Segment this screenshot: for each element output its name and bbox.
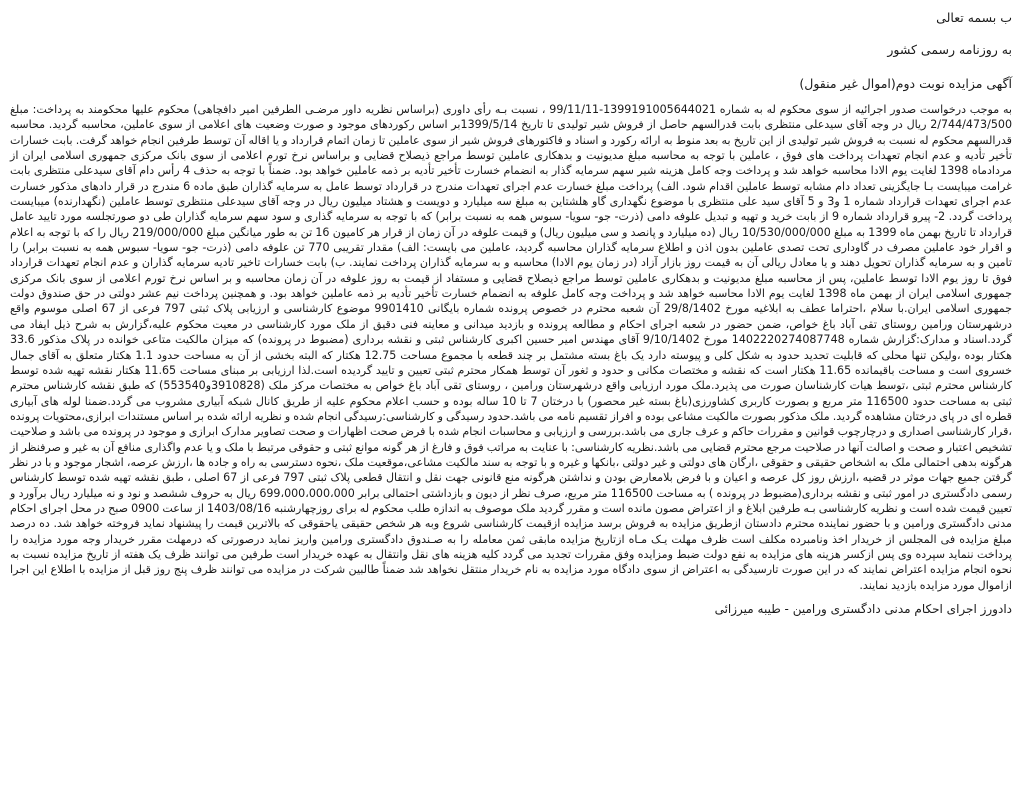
notice-title: آگهی مزایده نوبت دوم(اموال غیر منقول) [799,76,1012,91]
notice-body: به موجب درخواست صدور اجرائیه از سوی محکوم له به شماره 1399191005644021-99/11/11 ، نسبت بـه رأی داوری (براساس نظریه داور مرضـی الطرفین امیر دافچاهی) محکوم علیها محکومند به پرداخت: مبلغ 2/744/473/500 ریال در وجه آقای سیدعلی منتظری بابت قدرالسهم حاصل از فروش شیر تولیدی تا تاریخ 1399/5/14بر اساس رکوردهای موجود و صورت وضعیت های اعلامی از سوی عاملین، محاسبه گردید. محاسبه قدرالسهم محکوم له نسبت به فروش شیر تولیدی از این تاریخ به بعد منوط به ارائه رکورد و اسناد و فاکتورهای فروش شیر از سوی عاملین تا زمان اتمام قرارداد و یا اقاله آن توسط طرفین انجام خواهد گرفت. بابت خسارات تأخیر تأدیه و عدم انجام تعهدات پرداخت های فوق ، عاملین با توجه به محاسبه مبلغ مدیونیت و بدهکاری عاملین توسط مراجع ذیصلاح قضایی و براساس نرخ تورم اعلامی از سوی بانک مرکزی جمهوری اسلامی ایران از مردادماه 1398 لغایت یوم الادا محاسبه خواهد شد و پرداخت وجه کامل هزینه شیر سهم سرمایه گذار به انضمام خسارت تأخیر تأدیه بر ذمه عاملین خواهد بود. ضمناً با توجه به حذف 4 رأس دام آقای سیدعلی منتظری بابت غرامت میبایست بـا جایگزینی تعداد دام مشابه توسط عاملین اقدام شود. الف) پرداخت مبلغ خسارت عدم اجرای تعهدات مندرج در قرارداد توسط عامل به سرمایه گذاران طبق ماده 6 مندرج در قرار دادهای مذکور خسارت عدم اجرای تعهدات قرارداد شماره 1 و3 و 5 آقای سید علی منتظری با موضوع نگهداری گاو هلشتاین به مبلغ سه میلیارد و دویست و هشتاد میلیون ریال در وجه آقای سیدعلی منتظری توسط عاملین (نگهدارنده) میبایست پرداخت گردد. 2- پیرو قرارداد شماره 9 از بابت خرید و تهیه و تبدیل علوفه دامی (ذرت- جو- سویا- سبوس همه به نسبت برابر) که با توجه به سرمایه گذاری و سود سهم سرمایه گذاران طی دو صورتجلسه مورد تایید عامل قرارداد تا تاریخ بهمن ماه 1399 به مبلغ 10/530/000/000 ریال (ده میلیارد و پانصد و سی میلیون ریال) و قیمت علوفه در آن زمان از قرار هر کامیون 16 تن به طور میانگین مبلغ 219/000/000 ریال را که با توجه به اعلام و اقرار خود عاملین مصرف در گاوداری تحت تصدی عاملین بدون اذن و اطلاع سرمایه گذاران محاسبه گردید، عاملین می بایست: الف) مقدار تقریبی 770 تن علوفه دامی (ذرت- جو- سویا- سبوس همه به نسبت برابر) را تامین و به سرمایه گذاران تحویل دهند و یا معادل ریالی آن به قیمت روز بازار آزاد (در زمان یوم الادا) محاسبه و به سرمایه گذاران پرداخت نمایند. ب) بابت خسارات تاخیر تادیه سرمایه گذاران و عدم انجام تعهدات قرارداد فوق تا روز یوم الادا توسط عاملین، پس از محاسبه مبلغ مدیونیت و بدهکاری عاملین توسط مراجع ذیصلاح قضایی و مستفاد از قیمت به روز علوفه در آن زمان محاسبه و بر اساس نرخ تورم اعلامی از سوی بانک مرکزی جمهوری اسلامی ایران از بهمن ماه 1398 لغایت یوم الادا محاسبه خواهد شد و پرداخت وجه کامل علوفه به انضمام خسارت تأخیر تأدیه بر ذمه عاملین خواهد بود. و همچنین پرداخت نیم عشر دولتی در حق صندوق دولت جمهوری اسلامی ایران.با سلام ،احتراما عطف به ابلاغیه مورخ 29/8/1402 آن شعبه محترم در خصوص پرونده شماره بایگانی 9901410 موضوع کارشناسی و ارزیابی پلاک ثبتی 797 فرعی از 67 اصلی موسوم واقع درشهرستان ورامین روستای تقی آباد باغ خواص، ضمن حضور در شعبه اجرای احکام و مطالعه پرونده و بازدید میدانی و معاینه فنی دقیق از ملک مورد کارشناسی در معیت محکوم علیه،گزارش به شرح ذیل ایفاد می گردد.اسناد و مدارک:گزارش شماره 1402220274087748 مورخ 9/10/1402 آقای مهندس امیر حسین اکبری کارشناس ثبتی و نقشه برداری (مضبوط در پرونده) که میزان مالکیت متاعی خوانده در پلاک مذکور 33.6 هکتار بوده ،ولیکن تنها محلی که قابلیت تحدید حدود به شکل کلی و پیوسته دارد یک باغ بسته مشتمل بر چند قطعه با مجموع مساحت 12.75 هکتار که البته بخشی از آن به مساحت حدود 1.1 هکتار متعلق به آقای جمال خسروی است و مساحت باقیمانده 11.65 هکتار است که نقشه و مختصات مکانی و حدود و ثغور آن توسط همکار محترم ثبتی تعیین و تایید گردیده است.لذا ارزیابی بر مبنای مساحت 11.65 هکتار نقشه تهیه شده توسط کارشناس محترم ثبتی ،توسط هیات کارشناسان صورت می پذیرد.ملک مورد ارزیابی واقع درشهرستان ورامین ، روستای تقی آباد باغ خواص به مختصات مرکز ملک (3910828و553540) که طبق نقشه کارشناس محترم ثبتی به مساحت حدود 116500 متر مربع و بصورت کاربری کشاورزی(باغ بسته غیر محصور) با درختان 7 تا 10 ساله بوده و حسب اعلام محکوم علیه از طریق کانال شبکه آبیاری مشروب می گردد.ضمنا لوله های آبیاری قطره ای در پای درختان مشاهده گردید. ملک مذکور بصورت مالکیت مشاعی بوده و افراز تقسیم نامه می باشد.حدود رسیدگی و کارشناسی:رسیدگی انجام شده و نظریه ارائه شده بر اساس مستندات ابرازی،محتویات پرونده ،قرار کارشناسی اصداری و درچارچوب قوانین و مقررات حاکم و عرف جاری می باشد.بررسی و ارزیابی و محاسبات انجام شده با فرض صحت اظهارات و صحت تصاویر مدارک ابرازی و موجود در پرونده می باشد و صلاحیت تشخیص اعتبار و صحت و اصالت آنها در صلاحیت مرجع محترم قضایی می باشد.نظریه کارشناسی: با عنایت به مراتب فوق و فارغ از هر گونه موانع ثبتی و حقوقی مرتبط با ملک و یا عدم واگذاری منافع آن به غیر و صرفنظر از هرگونه بدهی احتمالی ملک به اشخاص حقیقی و حقوقی ،ارگان های دولتی و غیر دولتی ،بانکها و غیره و با توجه به سند مالکیت مشاعی،موقعیت ملک ،نحوه دسترسی به راه و جاده ها ،ارزش عرصه، اشجار موجود و با در نظر گرفتن جمیع جهات موثر در قضیه ،ارزش روز کل عرصه و اعیان و با فرض بلامعارض بودن و نداشتن هرگونه منع قانونی جهت نقل و انتقال قطعی پلاک ثبتی 797 فرعی از 67 اصلی ، طبق نقشه تهیه شده توسط کارشناس رسمی دادگستری در امور ثبتی و نقشه برداری(مضبوط در پرونده ) به مساحت 116500 متر مربع، صرف نظر از دیون و بازداشتی احتمالی برابر 699،000،000،000 ریال به حروف ششصد و نود و نه میلیارد ریال برآورد و تعیین قیمت شده است و نظریه کارشناسی بـه طرفین ابلاغ و از اعتراض مصون مانده است و مقرر گردید ملک موصوف به اندازه طلب محکوم له برای روزچهارشنبه 1403/08/16 از ساعت 0900 صبح در محل اجرای احکام مدنی دادگستری ورامین و با حضور نماینده محترم دادستان ازطریق مزایده به فروش برسد مزایده ازقیمت کارشناسی شروع وبه هر شخص حقیقی یاحقوقی که بالاترین قیمت را پیشنهاد نماید فروخته خواهد شد. ده درصد مبلغ مزایده فی المجلس از خریدار اخذ ونامبرده مکلف است ظرف مهلت یـک مـاه ازتاریخ مزایده مابقی ثمن معامله را به صـندوق دادگستری ورامین واریز نماید درصورتی که درمهلت مقرر خریدار وجه مورد مزایده را پرداخت ننماید سپرده وی پس ازکسر هزینه های مزایده به نفع دولت ضبط ومزایده وفق مقررات تجدید می گردد کلیه هزینه های نقل وانتقال به عهده خریدار است طرفین می توانند ظرف یک هفته از تاریخ مزایده نسبت به نحوه انجام مزایده اعتراض نمایند که در این صورت تارسیدگی به اعتراض از سوی دادگاه مورد مزایده به نام خریدار منتقل نخواهد شد ضمناً طالبین شرکت در مزایده می توانند ظرف پنج روز قبل از مزایده با اطلاع این اجرا ازاموال مورد مزایده بازدید نمایند. [10,103,1013,592]
notice-signature: دادورز اجرای احکام مدنی دادگستری ورامین - طیبه میرزائی [714,602,1012,616]
header-recipient: به روزنامه رسمی کشور [887,42,1012,57]
header-invocation: ب بسمه تعالی [936,10,1012,25]
